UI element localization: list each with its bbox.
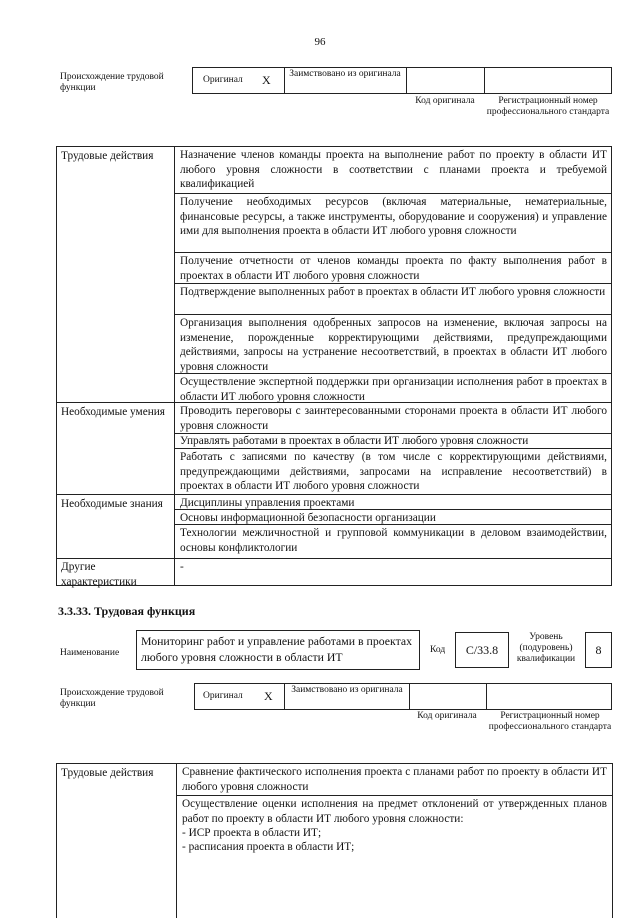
action-item: Получение необходимых ресурсов (включая материальные, нематериальные, финансовые ресурсы, а также инструменты, оборудование и сооружения) и управление ими для выполнения проекта в области ИТ любого уровня сложности <box>180 196 607 237</box>
skill-item: Работать с записями по качеству (в том числе с корректирующими действиями, предупреждающими действиями, запросами на исправление несоответствий) в проектах в области ИТ любого уровня сложности <box>180 451 607 492</box>
skill-item: Проводить переговоры с заинтересованными сторонами проекта в области ИТ любого уровня сложности <box>180 405 607 432</box>
borrowed-label: Заимствовано из оригинала <box>289 69 401 79</box>
action-item: Организация выполнения одобренных запросов на изменение, включая запросы на изменение, порожденные корректирующими действиями, предупреждающими действиями, запросы на устранение несоответствий, в проектах в области ИТ любого уровня сложности <box>180 317 607 373</box>
row-label-actions: Трудовые действия <box>61 150 154 162</box>
original-label: Оригинал <box>203 75 243 85</box>
original-checkmark: Х <box>262 73 271 87</box>
code-value: С/33.8 <box>465 643 499 657</box>
level-value: 8 <box>595 643 602 657</box>
section-heading: 3.3.33. Трудовая функция <box>58 604 196 618</box>
code-original-label: Код оригинала <box>417 711 477 721</box>
action-subitem: - расписания проекта в области ИТ; <box>182 841 355 853</box>
reg-number-label: Регистрационный номер профессионального стандарта <box>488 711 612 732</box>
row-label-actions: Трудовые действия <box>61 767 154 779</box>
skill-item: Управлять работами в проектах в области ИТ любого уровня сложности <box>180 435 529 447</box>
knowledge-item: Дисциплины управления проектами <box>180 497 355 509</box>
page-number: 96 <box>314 36 326 48</box>
origin-label: Происхождение трудовой функции <box>60 72 164 93</box>
origin-label: Происхождение трудовой функции <box>60 688 164 709</box>
action-item: Осуществление оценки исполнения на предмет отклонений от утвержденных планов работ по проекту в области ИТ любого уровня сложности: <box>182 798 607 825</box>
row-label-other: Другие характеристики <box>61 561 137 588</box>
action-item: Осуществление экспертной поддержки при организации исполнения работ в проектах в области ИТ любого уровня сложности <box>180 376 607 403</box>
action-subitem: - ИСР проекта в области ИТ; <box>182 827 322 839</box>
code-original-label: Код оригинала <box>415 96 475 106</box>
row-label-knowledge: Необходимые знания <box>61 498 163 510</box>
action-item: Подтверждение выполненных работ в проектах в области ИТ любого уровня сложности <box>180 286 606 298</box>
reg-number-label: Регистрационный номер профессионального стандарта <box>486 96 610 117</box>
original-checkmark: Х <box>264 689 273 703</box>
other-characteristics-value: - <box>180 561 184 573</box>
borrowed-label: Заимствовано из оригинала <box>291 685 403 695</box>
level-label: Уровень (подуровень) квалификации <box>516 632 576 664</box>
action-item: Получение отчетности от членов команды проекта по факту выполнения работ в проектах в области ИТ любого уровня сложности <box>180 255 607 282</box>
knowledge-item: Основы информационной безопасности организации <box>180 512 436 524</box>
row-label-skills: Необходимые умения <box>61 406 165 418</box>
action-item: Назначение членов команды проекта на выполнение работ по проекту в области ИТ любого уровня сложности в соответствии с планами проекта и требуемой квалификацией <box>180 149 607 190</box>
knowledge-item: Технологии межличностной и групповой коммуникации в деловом взаимодействии, основы конфликтологии <box>180 527 607 554</box>
code-label: Код <box>430 645 446 655</box>
original-label: Оригинал <box>203 691 243 701</box>
name-label: Наименование <box>60 648 120 658</box>
function-name: Мониторинг работ и управление работами в проектах любого уровня сложности в области ИТ <box>141 634 413 664</box>
action-item: Сравнение фактического исполнения проекта с планами работ по проекту в области ИТ любого уровня сложности <box>182 766 607 793</box>
